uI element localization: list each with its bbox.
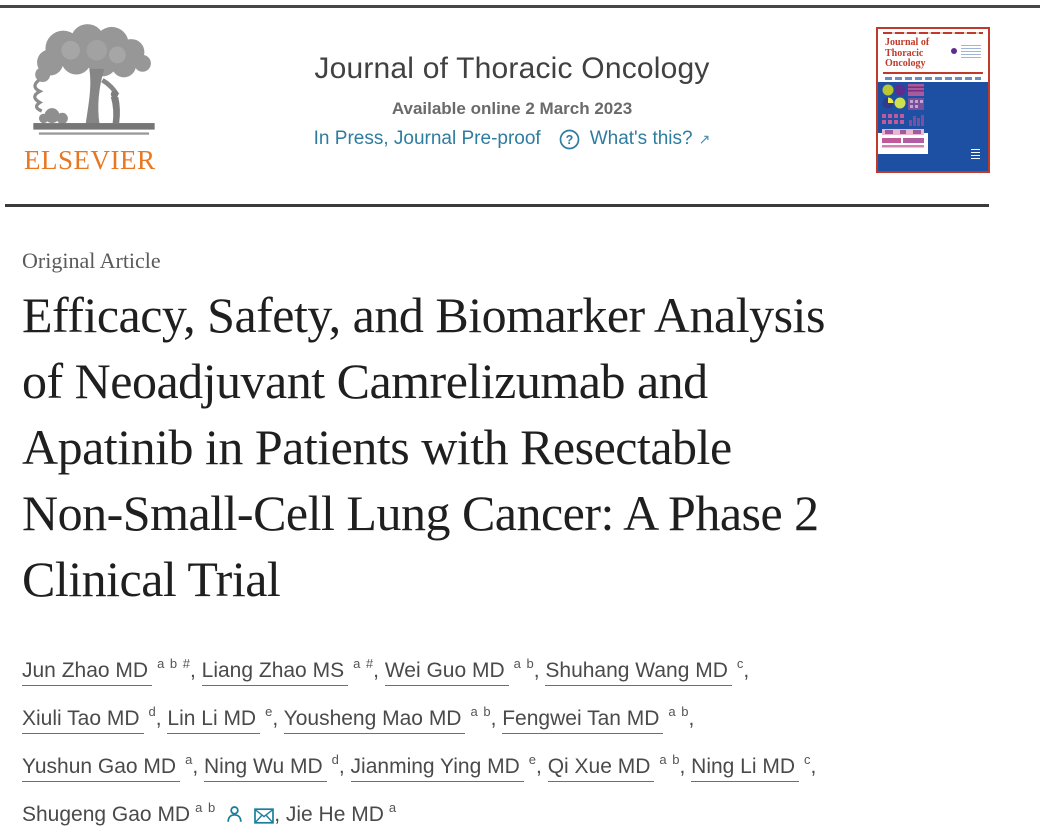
svg-text:?: ? [565,132,574,147]
author-affiliation-superscript: e [528,752,537,767]
author[interactable] [22,704,156,730]
author-line [22,798,1012,835]
author-name-link[interactable]: Qi Xue MD [548,755,655,782]
author-name-link[interactable]: Ning Wu MD [204,755,327,782]
author-name-link[interactable]: Lin Li MD [167,707,260,734]
elsevier-wordmark: ELSEVIER [24,145,156,175]
envelope-icon[interactable] [254,801,274,835]
journal-header [172,22,876,150]
author-affiliation-superscript: a # [353,656,374,671]
journal-cover-thumbnail[interactable] [876,27,990,173]
title-line: Clinical Trial [22,551,281,607]
person-icon[interactable] [225,801,244,835]
author-separator: , [533,659,546,682]
author-name-link[interactable]: Jun Zhao MD [22,659,152,686]
cover-society-emblem [951,44,981,59]
author[interactable] [22,656,190,682]
author-line [22,750,1012,784]
cover-masthead-microtext [883,32,983,34]
author-affiliation-superscript: c [736,656,744,671]
cover-publisher-mark [971,149,980,160]
author-name-link[interactable]: Yushun Gao MD [22,755,180,782]
author-name-link[interactable]: Ning Li MD [691,755,799,782]
title-line: Non-Small-Cell Lung Cancer: A Phase 2 [22,485,819,541]
author-separator: , [688,707,695,730]
cover-issue-microtext [885,77,981,80]
author-affiliation-superscript: a b # [157,656,190,671]
author-name-link[interactable]: Jianming Ying MD [351,755,524,782]
author[interactable] [22,752,193,778]
author-affiliation-superscript: e [265,704,273,719]
author-affiliation-superscript: a b [470,704,491,719]
author-name-link[interactable]: Liang Zhao MS [202,659,348,686]
author-affiliation-superscript: a b [195,800,216,815]
author-separator: , [373,659,385,682]
author-separator: , [536,755,548,778]
publication-status-row [172,128,852,150]
author-affiliation-superscript: d [331,752,339,767]
elsevier-logo[interactable] [22,22,172,176]
author-affiliation-superscript: c [804,752,811,767]
author-affiliation-superscript: a b [668,704,689,719]
author[interactable] [545,656,744,682]
question-mark-icon[interactable] [559,129,580,150]
author[interactable] [384,656,534,682]
author-name-link[interactable]: Shuhang Wang MD [545,659,732,686]
cover-title-line: Journal of [885,37,930,48]
available-online-date: Available online 2 March 2023 [391,99,633,118]
in-press-label: In Press, Journal Pre-proof [313,128,541,149]
elsevier-tree-icon [24,22,164,142]
author-affiliation-superscript: a [185,752,193,767]
author-name: Jie He MD [285,803,384,826]
author-separator: , [274,803,286,826]
cover-title-line: Oncology [885,58,926,69]
author-line [22,702,1012,736]
cover-title-block [878,37,988,72]
external-link-arrow-icon: ↗ [698,130,711,147]
author[interactable] [502,704,689,730]
article-header [22,248,1012,838]
author-separator: , [338,755,351,778]
title-line: of Neoadjuvant Camrelizumab and [22,353,708,409]
author-name-link[interactable]: Xiuli Tao MD [22,707,144,734]
author-name-link[interactable]: Fengwei Tan MD [502,707,663,734]
author-separator: , [743,659,750,682]
top-rule [0,5,1040,8]
author-affiliation-superscript: a b [513,656,534,671]
author-name-link[interactable]: Wei Guo MD [385,659,509,686]
author[interactable] [201,656,374,682]
author[interactable] [167,704,273,730]
author-separator: , [155,707,168,730]
cover-rule [883,72,983,74]
whats-this-link[interactable]: What's this? [589,128,693,149]
author-separator: , [189,659,202,682]
author-name: Shugeng Gao MD [22,803,191,826]
journal-title-link[interactable]: Journal of Thoracic Oncology [314,52,710,85]
article-category: Original Article [22,248,161,273]
author-separator: , [810,755,817,778]
article-title [22,282,1012,612]
title-line: Apatinib in Patients with Resectable [22,419,732,475]
title-line: Efficacy, Safety, and Biomarker Analysis [22,287,825,343]
author-affiliation-superscript: a b [659,752,680,767]
author [22,800,274,826]
author-separator: , [272,707,284,730]
author[interactable] [547,752,680,778]
author-affiliation-superscript: a [388,800,397,815]
author-separator: , [490,707,503,730]
author-separator: , [679,755,692,778]
author-list [22,654,1012,835]
author [285,800,397,826]
author-separator: , [192,755,204,778]
author-line [22,654,1012,688]
author-name-link[interactable]: Yousheng Mao MD [284,707,466,734]
cover-body [878,82,988,172]
author[interactable] [204,752,339,778]
cover-figure-panel [878,133,928,154]
author-affiliation-superscript: d [148,704,156,719]
masthead [22,22,990,176]
author[interactable] [691,752,811,778]
author[interactable] [350,752,537,778]
section-divider [5,204,989,207]
cover-title-line: Thoracic [885,47,924,59]
author[interactable] [283,704,491,730]
